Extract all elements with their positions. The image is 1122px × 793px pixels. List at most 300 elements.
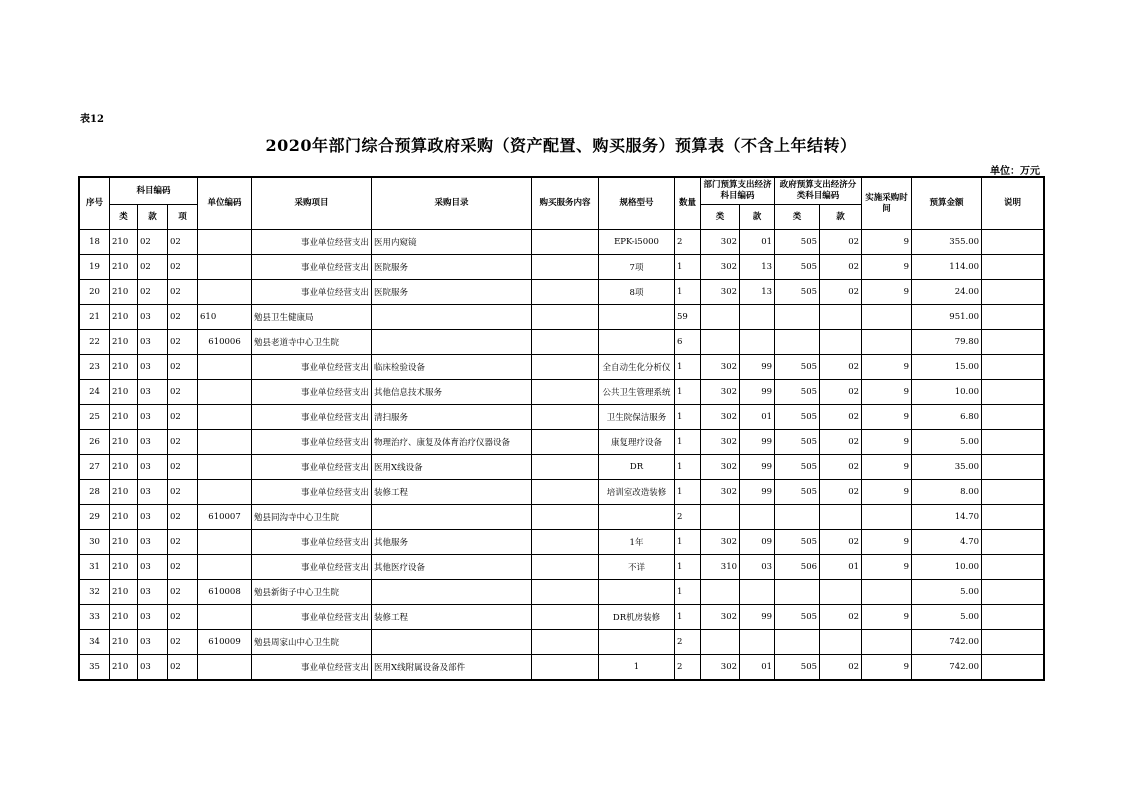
cell-time [862,630,912,655]
cell-seq: 32 [80,580,110,605]
cell-xiang: 02 [168,480,198,505]
cell-spec: 8项 [599,280,675,305]
cell-note [982,630,1044,655]
cell-project: 事业单位经营支出 [252,405,372,430]
cell-service [532,555,599,580]
cell-unit-code: 610009 [198,630,252,655]
cell-project: 事业单位经营支出 [252,655,372,680]
cell-service [532,280,599,305]
cell-spec: 康复理疗设备 [599,430,675,455]
cell-g-lei: 505 [775,655,820,680]
cell-catalog [372,505,532,530]
cell-spec [599,305,675,330]
cell-d-lei: 302 [701,655,740,680]
cell-g-lei [775,505,820,530]
cell-g-kuan: 02 [820,480,862,505]
cell-seq: 35 [80,655,110,680]
cell-kuan: 03 [138,330,168,355]
cell-spec: 卫生院保洁服务 [599,405,675,430]
cell-time [862,580,912,605]
cell-g-lei: 505 [775,405,820,430]
cell-note [982,655,1044,680]
cell-project: 事业单位经营支出 [252,255,372,280]
cell-time: 9 [862,380,912,405]
budget-table [79,177,1044,680]
cell-spec: 1年 [599,530,675,555]
cell-time: 9 [862,655,912,680]
cell-amount: 4.70 [912,530,982,555]
cell-amount: 951.00 [912,305,982,330]
cell-kuan: 03 [138,480,168,505]
cell-time: 9 [862,405,912,430]
cell-amount: 15.00 [912,355,982,380]
cell-time [862,505,912,530]
cell-g-kuan: 02 [820,280,862,305]
cell-amount: 8.00 [912,480,982,505]
cell-d-lei [701,330,740,355]
cell-xiang: 02 [168,630,198,655]
table-row [80,505,1044,530]
header-unit-code: 单位编码 [198,178,252,230]
cell-service [532,330,599,355]
header-gov-lei: 类 [775,205,820,230]
cell-catalog [372,630,532,655]
cell-time: 9 [862,480,912,505]
cell-project: 事业单位经营支出 [252,455,372,480]
cell-qty: 1 [675,255,701,280]
cell-lei: 210 [110,430,138,455]
cell-qty: 1 [675,580,701,605]
cell-time: 9 [862,430,912,455]
cell-seq: 24 [80,380,110,405]
cell-amount: 355.00 [912,230,982,255]
cell-service [532,505,599,530]
cell-lei: 210 [110,355,138,380]
cell-d-lei: 310 [701,555,740,580]
cell-kuan: 03 [138,430,168,455]
cell-catalog: 装修工程 [372,605,532,630]
cell-project: 勉县同沟寺中心卫生院 [252,505,372,530]
cell-time: 9 [862,455,912,480]
cell-unit-code [198,255,252,280]
cell-kuan: 02 [138,255,168,280]
cell-note [982,555,1044,580]
cell-qty: 1 [675,430,701,455]
cell-unit-code: 610 [198,305,252,330]
cell-qty: 1 [675,605,701,630]
cell-amount: 742.00 [912,655,982,680]
cell-g-lei: 505 [775,230,820,255]
table-row [80,530,1044,555]
cell-note [982,280,1044,305]
table-row [80,430,1044,455]
cell-xiang: 02 [168,455,198,480]
cell-time [862,305,912,330]
cell-spec [599,580,675,605]
cell-xiang: 02 [168,555,198,580]
cell-xiang: 02 [168,655,198,680]
cell-lei: 210 [110,380,138,405]
cell-g-lei: 505 [775,380,820,405]
cell-time: 9 [862,230,912,255]
cell-seq: 21 [80,305,110,330]
cell-g-kuan: 02 [820,605,862,630]
cell-catalog: 其他医疗设备 [372,555,532,580]
cell-xiang: 02 [168,580,198,605]
cell-seq: 23 [80,355,110,380]
table-row [80,580,1044,605]
cell-d-kuan: 99 [740,455,775,480]
cell-kuan: 02 [138,280,168,305]
cell-d-kuan: 99 [740,355,775,380]
table-row [80,655,1044,680]
cell-g-kuan [820,305,862,330]
cell-seq: 26 [80,430,110,455]
cell-d-kuan: 03 [740,555,775,580]
cell-lei: 210 [110,555,138,580]
header-seq: 序号 [80,178,110,230]
cell-qty: 1 [675,405,701,430]
cell-spec: 7项 [599,255,675,280]
cell-qty: 6 [675,330,701,355]
cell-lei: 210 [110,655,138,680]
cell-project: 勉县老道寺中心卫生院 [252,330,372,355]
header-dept-econ: 部门预算支出经济科目编码 [701,178,775,205]
cell-d-lei [701,505,740,530]
cell-qty: 2 [675,630,701,655]
cell-time: 9 [862,530,912,555]
cell-lei: 210 [110,505,138,530]
cell-note [982,605,1044,630]
cell-d-kuan: 13 [740,280,775,305]
table-number: 表12 [80,114,104,125]
cell-amount: 6.80 [912,405,982,430]
table-row [80,255,1044,280]
cell-seq: 33 [80,605,110,630]
cell-catalog [372,580,532,605]
cell-note [982,380,1044,405]
cell-catalog: 临床检验设备 [372,355,532,380]
cell-spec: 公共卫生管理系统 [599,380,675,405]
cell-spec: 培训室改造装修 [599,480,675,505]
header-service: 购买服务内容 [532,178,599,230]
table-row [80,330,1044,355]
cell-lei: 210 [110,530,138,555]
cell-note [982,530,1044,555]
cell-xiang: 02 [168,605,198,630]
header-amount: 预算金额 [912,178,982,230]
cell-service [532,605,599,630]
cell-spec [599,330,675,355]
cell-d-kuan: 99 [740,380,775,405]
cell-spec: 全自动生化分析仪 [599,355,675,380]
cell-service [532,580,599,605]
cell-lei: 210 [110,305,138,330]
cell-lei: 210 [110,230,138,255]
cell-g-lei [775,580,820,605]
cell-d-lei: 302 [701,605,740,630]
cell-g-lei [775,330,820,355]
cell-d-lei: 302 [701,405,740,430]
cell-xiang: 02 [168,405,198,430]
cell-amount: 5.00 [912,430,982,455]
cell-catalog: 其他服务 [372,530,532,555]
cell-g-kuan: 02 [820,530,862,555]
cell-lei: 210 [110,480,138,505]
cell-g-kuan: 02 [820,655,862,680]
cell-catalog: 医用X线附属设备及部件 [372,655,532,680]
cell-d-kuan: 09 [740,530,775,555]
cell-time: 9 [862,605,912,630]
cell-note [982,405,1044,430]
cell-qty: 2 [675,230,701,255]
header-project: 采购项目 [252,178,372,230]
cell-amount: 14.70 [912,505,982,530]
table-row [80,230,1044,255]
cell-d-lei: 302 [701,455,740,480]
cell-kuan: 03 [138,305,168,330]
cell-service [532,405,599,430]
cell-project: 勉县新街子中心卫生院 [252,580,372,605]
cell-amount: 742.00 [912,630,982,655]
cell-time: 9 [862,280,912,305]
cell-d-kuan [740,580,775,605]
cell-lei: 210 [110,405,138,430]
cell-catalog: 物理治疗、康复及体育治疗仪器设备 [372,430,532,455]
cell-xiang: 02 [168,330,198,355]
cell-d-kuan [740,630,775,655]
cell-qty: 1 [675,355,701,380]
cell-spec: 1 [599,655,675,680]
cell-catalog: 医用内窥镜 [372,230,532,255]
cell-unit-code: 610008 [198,580,252,605]
cell-service [532,355,599,380]
cell-kuan: 03 [138,355,168,380]
cell-seq: 28 [80,480,110,505]
table-row [80,605,1044,630]
cell-service [532,230,599,255]
cell-seq: 20 [80,280,110,305]
cell-d-lei: 302 [701,430,740,455]
cell-g-kuan: 02 [820,455,862,480]
cell-unit-code [198,430,252,455]
cell-project: 事业单位经营支出 [252,355,372,380]
header-note: 说明 [982,178,1044,230]
cell-catalog: 医院服务 [372,280,532,305]
cell-note [982,230,1044,255]
cell-lei: 210 [110,605,138,630]
table-row [80,305,1044,330]
cell-d-lei [701,630,740,655]
cell-unit-code: 610007 [198,505,252,530]
table-row [80,480,1044,505]
cell-seq: 29 [80,505,110,530]
cell-amount: 79.80 [912,330,982,355]
cell-service [532,530,599,555]
cell-qty: 1 [675,530,701,555]
cell-d-lei: 302 [701,280,740,305]
cell-kuan: 03 [138,605,168,630]
cell-d-kuan [740,305,775,330]
cell-seq: 22 [80,330,110,355]
cell-g-lei: 505 [775,280,820,305]
cell-note [982,455,1044,480]
cell-spec: EPK-i5000 [599,230,675,255]
cell-seq: 25 [80,405,110,430]
cell-g-lei: 505 [775,455,820,480]
header-time: 实施采购时间 [862,178,912,230]
cell-project: 勉县卫生健康局 [252,305,372,330]
cell-unit-code [198,405,252,430]
cell-qty: 1 [675,380,701,405]
cell-note [982,580,1044,605]
table-row [80,280,1044,305]
cell-kuan: 03 [138,380,168,405]
cell-d-kuan: 01 [740,405,775,430]
cell-catalog: 医用X线设备 [372,455,532,480]
cell-project: 事业单位经营支出 [252,430,372,455]
cell-d-kuan: 01 [740,655,775,680]
cell-project: 事业单位经营支出 [252,380,372,405]
cell-lei: 210 [110,630,138,655]
header-catalog: 采购目录 [372,178,532,230]
cell-note [982,480,1044,505]
cell-unit-code [198,230,252,255]
header-gov-kuan: 款 [820,205,862,230]
cell-note [982,505,1044,530]
cell-amount: 35.00 [912,455,982,480]
cell-note [982,430,1044,455]
cell-seq: 34 [80,630,110,655]
cell-qty: 2 [675,655,701,680]
cell-g-lei: 505 [775,255,820,280]
cell-lei: 210 [110,330,138,355]
header-kuan: 款 [138,205,168,230]
cell-qty: 1 [675,280,701,305]
cell-unit-code [198,655,252,680]
cell-note [982,305,1044,330]
cell-g-lei: 505 [775,430,820,455]
table-row [80,380,1044,405]
cell-g-lei: 506 [775,555,820,580]
cell-kuan: 02 [138,230,168,255]
table-row [80,405,1044,430]
cell-service [532,630,599,655]
table-row [80,355,1044,380]
cell-lei: 210 [110,255,138,280]
cell-unit-code [198,280,252,305]
header-lei: 类 [110,205,138,230]
cell-lei: 210 [110,280,138,305]
table-row [80,555,1044,580]
table-body [80,230,1044,680]
cell-g-kuan [820,505,862,530]
cell-service [532,380,599,405]
cell-g-lei: 505 [775,530,820,555]
cell-time: 9 [862,355,912,380]
cell-xiang: 02 [168,355,198,380]
cell-project: 事业单位经营支出 [252,230,372,255]
cell-kuan: 03 [138,580,168,605]
cell-amount: 114.00 [912,255,982,280]
unit-label: 单位：万元 [990,166,1040,177]
cell-amount: 10.00 [912,555,982,580]
cell-kuan: 03 [138,630,168,655]
cell-note [982,255,1044,280]
cell-d-kuan [740,330,775,355]
cell-service [532,455,599,480]
table-header [80,178,1044,230]
cell-g-kuan: 02 [820,380,862,405]
cell-g-kuan [820,630,862,655]
cell-service [532,480,599,505]
cell-g-kuan: 02 [820,405,862,430]
cell-amount: 24.00 [912,280,982,305]
cell-d-lei: 302 [701,480,740,505]
cell-note [982,355,1044,380]
cell-service [532,655,599,680]
cell-g-kuan: 02 [820,230,862,255]
cell-unit-code [198,480,252,505]
table-row [80,455,1044,480]
cell-g-kuan [820,330,862,355]
cell-qty: 1 [675,555,701,580]
cell-service [532,305,599,330]
cell-d-lei: 302 [701,255,740,280]
cell-qty: 1 [675,480,701,505]
cell-catalog: 清扫服务 [372,405,532,430]
cell-unit-code [198,605,252,630]
cell-catalog [372,330,532,355]
cell-project: 事业单位经营支出 [252,280,372,305]
cell-kuan: 03 [138,655,168,680]
cell-xiang: 02 [168,380,198,405]
cell-g-kuan: 02 [820,430,862,455]
cell-d-kuan: 13 [740,255,775,280]
cell-catalog: 其他信息技术服务 [372,380,532,405]
cell-unit-code [198,555,252,580]
cell-amount: 5.00 [912,605,982,630]
cell-g-kuan: 02 [820,255,862,280]
cell-d-kuan: 01 [740,230,775,255]
cell-spec [599,630,675,655]
document-title: 2020年部门综合预算政府采购（资产配置、购买服务）预算表（不含上年结转） [265,136,857,155]
cell-d-lei: 302 [701,355,740,380]
cell-seq: 27 [80,455,110,480]
table-row [80,630,1044,655]
header-dept-kuan: 款 [740,205,775,230]
cell-xiang: 02 [168,305,198,330]
cell-g-lei [775,630,820,655]
cell-xiang: 02 [168,280,198,305]
cell-g-lei: 505 [775,480,820,505]
cell-catalog: 装修工程 [372,480,532,505]
cell-d-lei: 302 [701,230,740,255]
cell-d-kuan: 99 [740,430,775,455]
cell-project: 事业单位经营支出 [252,605,372,630]
cell-xiang: 02 [168,255,198,280]
cell-service [532,430,599,455]
cell-g-lei: 505 [775,605,820,630]
cell-project: 事业单位经营支出 [252,530,372,555]
cell-spec: DR [599,455,675,480]
header-xiang: 项 [168,205,198,230]
cell-xiang: 02 [168,230,198,255]
cell-qty: 59 [675,305,701,330]
cell-project: 事业单位经营支出 [252,555,372,580]
cell-g-kuan: 01 [820,555,862,580]
cell-unit-code [198,530,252,555]
